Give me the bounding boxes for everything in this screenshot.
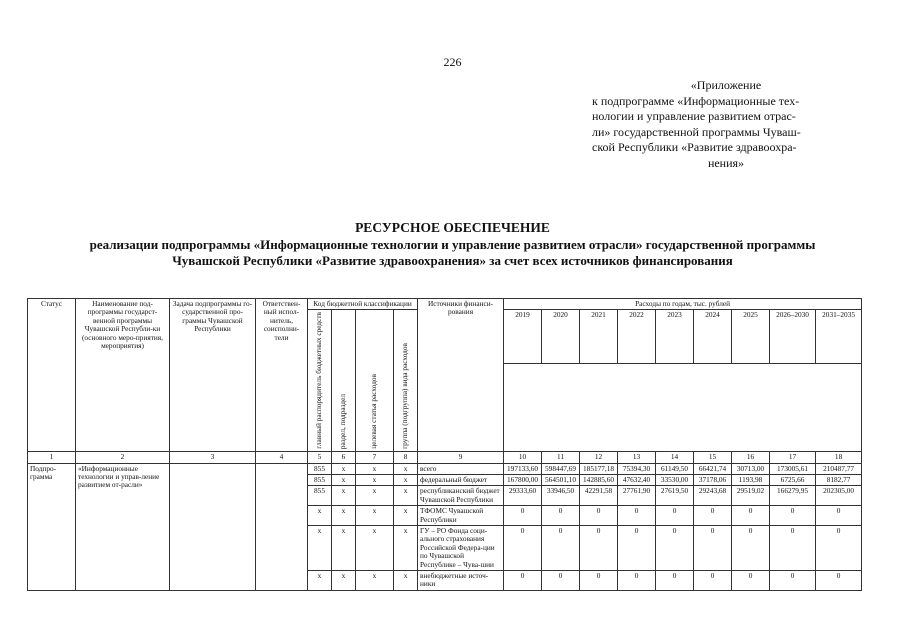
budget-code-cell: x [356,526,394,571]
appendix-line: нения» [707,155,745,170]
budget-code-cell: x [308,526,332,571]
value-cell: 0 [580,506,618,526]
title-line-2: реализации подпрограммы «Информационные технологии и управление развитием отрасли» государственной программы [89,237,816,252]
budget-code-cell: x [332,475,356,486]
value-cell: 0 [816,571,862,591]
budget-code-cell: x [356,571,394,591]
value-cell: 29519,02 [732,486,770,506]
value-cell: 0 [770,526,816,571]
status-cell: Подпро-грамма [28,463,76,590]
value-cell: 0 [694,506,732,526]
source-cell: ТФОМС Чувашской Республики [418,506,504,526]
header-expenses: Расходы по годам, тыс. рублей [504,299,862,310]
header-year: 2021 [580,310,618,364]
column-number: 18 [816,452,862,463]
value-cell: 0 [816,506,862,526]
column-number: 9 [418,452,504,463]
value-cell: 61149,50 [656,463,694,474]
value-cell: 0 [580,526,618,571]
value-cell: 0 [694,571,732,591]
budget-code-cell: 855 [308,463,332,474]
column-number: 7 [356,452,394,463]
title-line-1: РЕСУРСНОЕ ОБЕСПЕЧЕНИЕ [355,220,550,235]
value-cell: 0 [656,506,694,526]
budget-code-cell: x [308,506,332,526]
header-task: Задача подпрограммы го-сударственной про-граммы Чувашской Республики [170,299,256,452]
value-cell: 75394,30 [618,463,656,474]
value-cell: 0 [542,571,580,591]
appendix-line: ли» государственной программы Чуваш- [592,124,801,139]
header-year: 2019 [504,310,542,364]
budget-code-cell: x [394,571,418,591]
header-budget-sub-text: целевая статья расходов [369,374,379,450]
header-budget-sub [356,310,394,452]
header-budget-sub-text: раздел, подраздел [338,394,348,450]
header-year: 2022 [618,310,656,364]
value-cell: 0 [656,571,694,591]
value-cell: 210487,77 [816,463,862,474]
budget-code-cell: x [332,463,356,474]
value-cell: 27761,90 [618,486,656,506]
value-cell: 0 [618,571,656,591]
value-cell: 0 [580,571,618,591]
table-row [28,463,862,474]
value-cell: 0 [618,506,656,526]
appendix-line: ской Республики «Развитие здравоохра- [592,140,797,154]
budget-code-cell: x [332,571,356,591]
appendix-line: нологии и управление развитием отрас- [592,109,796,123]
value-cell: 0 [694,526,732,571]
table-body [28,463,862,590]
header-year: 2031–2035 [816,310,862,364]
header-budget-sub [332,310,356,452]
budget-code-cell: x [356,463,394,474]
value-cell: 598447,69 [542,463,580,474]
value-cell: 564501,10 [542,475,580,486]
header-budget-sub-text: главный распорядитель бюджетных средств [314,312,324,450]
title-line-3: Чувашской Республики «Развитие здравоохранения» за счет всех источников финансирования [172,253,733,268]
value-cell: 6725,66 [770,475,816,486]
budget-code-cell: x [356,475,394,486]
budget-code-cell: x [394,526,418,571]
budget-code-cell: x [332,486,356,506]
value-cell: 185177,18 [580,463,618,474]
column-number: 2 [76,452,170,463]
header-budget-sub [308,310,332,452]
header-year: 2023 [656,310,694,364]
source-cell: федеральный бюджет [418,475,504,486]
source-cell: ГУ – РО Фонда соци-ального страхования Российской Федера-ции по Чувашской Республике – Чува-шии [418,526,504,571]
column-numbers-row [28,452,862,463]
header-name: Наименование под-программы государст-венной программы Чувашской Республи-ки (основного меро-приятия, мероприятия) [76,299,170,452]
budget-code-cell: x [332,526,356,571]
value-cell: 0 [770,571,816,591]
value-cell: 30713,00 [732,463,770,474]
column-number: 15 [694,452,732,463]
header-year: 2025 [732,310,770,364]
budget-code-cell: x [356,486,394,506]
value-cell: 0 [504,526,542,571]
value-cell: 33530,00 [656,475,694,486]
value-cell: 0 [542,506,580,526]
appendix-line: «Приложение [690,78,762,92]
value-cell: 197133,60 [504,463,542,474]
name-cell: «Информационные технологии и управ-ление развитием от-расли» [76,463,170,590]
column-number: 8 [394,452,418,463]
value-cell: 0 [504,506,542,526]
column-number: 13 [618,452,656,463]
value-cell: 166279,95 [770,486,816,506]
value-cell: 8182,77 [816,475,862,486]
budget-code-cell: x [394,463,418,474]
column-number: 17 [770,452,816,463]
header-sources: Источники финанси-рования [418,299,504,452]
value-cell: 66421,74 [694,463,732,474]
value-cell: 29333,60 [504,486,542,506]
value-cell: 47632,40 [618,475,656,486]
value-cell: 1193,98 [732,475,770,486]
document-title [0,220,905,269]
column-number: 6 [332,452,356,463]
source-cell: внебюджетные источ-ники [418,571,504,591]
column-number: 4 [256,452,308,463]
header-executor: Ответствен-ный испол-нитель, соисполни-тели [256,299,308,452]
budget-code-cell: x [308,571,332,591]
budget-code-cell: x [394,506,418,526]
source-cell: республиканский бюджет Чувашской Республики [418,486,504,506]
value-cell: 42291,58 [580,486,618,506]
budget-code-cell: x [394,475,418,486]
value-cell: 29243,68 [694,486,732,506]
header-budget-code: Код бюджетной классификации [308,299,418,310]
value-cell: 167800,00 [504,475,542,486]
value-cell: 142885,60 [580,475,618,486]
value-cell: 37178,06 [694,475,732,486]
column-number: 10 [504,452,542,463]
header-status: Статус [28,299,76,452]
column-number: 14 [656,452,694,463]
budget-code-cell: x [394,486,418,506]
value-cell: 0 [618,526,656,571]
budget-code-cell: x [356,506,394,526]
value-cell: 33946,50 [542,486,580,506]
appendix-note [592,78,860,171]
executor-cell [256,463,308,590]
year-header-spacer [504,364,862,452]
value-cell: 0 [770,506,816,526]
value-cell: 0 [732,571,770,591]
value-cell: 0 [732,506,770,526]
budget-code-cell: 855 [308,486,332,506]
header-year: 2026–2030 [770,310,816,364]
value-cell: 0 [816,526,862,571]
column-number: 11 [542,452,580,463]
page-number: 226 [443,55,462,69]
resource-table [27,298,862,591]
task-cell [170,463,256,590]
column-number: 1 [28,452,76,463]
value-cell: 202305,00 [816,486,862,506]
column-number: 5 [308,452,332,463]
value-cell: 173005,61 [770,463,816,474]
value-cell: 27619,50 [656,486,694,506]
budget-code-cell: 855 [308,475,332,486]
column-number: 16 [732,452,770,463]
value-cell: 0 [542,526,580,571]
header-year: 2024 [694,310,732,364]
header-budget-sub [394,310,418,452]
header-budget-sub-text: группа (подгруппа) вида расходов [400,343,410,450]
value-cell: 0 [732,526,770,571]
column-number: 12 [580,452,618,463]
value-cell: 0 [504,571,542,591]
source-cell: всего [418,463,504,474]
header-year: 2020 [542,310,580,364]
budget-code-cell: x [332,506,356,526]
value-cell: 0 [656,526,694,571]
column-number: 3 [170,452,256,463]
appendix-line: к подпрограмме «Информационные тех- [592,93,800,108]
